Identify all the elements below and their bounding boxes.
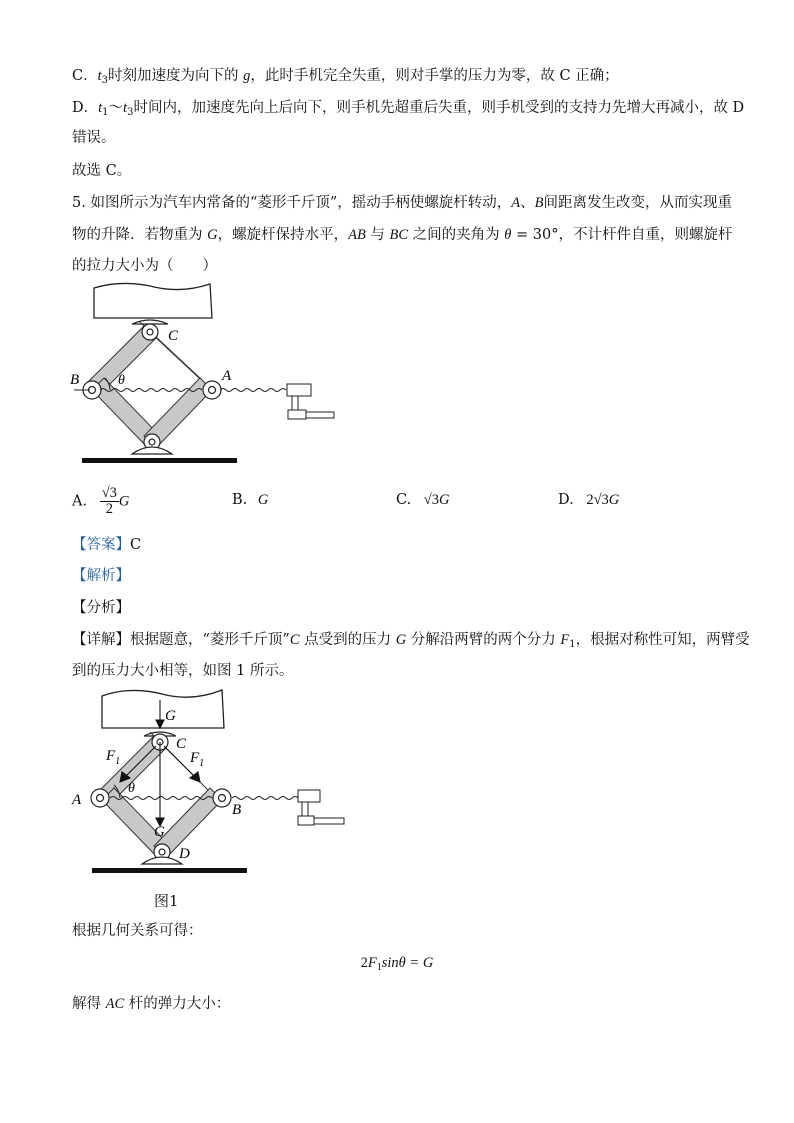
formula-sub: 1 [376, 962, 382, 973]
detail-a: 根据题意，“菱形千斤顶” [130, 632, 290, 648]
d-t1: t [98, 100, 103, 116]
q5-sep: 、 [520, 195, 535, 211]
fig1-label-a: A [222, 368, 232, 384]
option-c[interactable] [396, 486, 450, 514]
answer-value: C [130, 537, 142, 553]
detail-b: 点受到的压力 [299, 632, 396, 648]
question-5-line-2 [72, 225, 732, 245]
q5-theta: θ [504, 227, 512, 243]
fig2-label-theta: θ [128, 781, 135, 796]
force-diagram-figure [66, 686, 356, 911]
detail-G: G [395, 632, 407, 648]
q5-BC: BC [389, 227, 409, 243]
solve-a: 解得 [72, 996, 106, 1012]
fig2-label-f1-left: $F_1$ [106, 748, 121, 767]
formula-F: F [367, 955, 377, 971]
q5-l2e: = 30°，不计杆件自重，则螺旋杆 [511, 227, 733, 243]
c-prefix: C． [72, 68, 98, 84]
q5-l2c: 与 [365, 227, 390, 243]
fig2-label-f1-right: $F_1$ [190, 750, 205, 769]
solve-AC: AC [105, 996, 125, 1012]
q5-B: B [534, 195, 544, 211]
question-5-line-3 [72, 256, 217, 276]
q5-G: G [207, 227, 218, 243]
question-5-line-1 [72, 193, 732, 213]
option-d-explanation [72, 98, 744, 123]
q5-l2d: 之间的夹角为 [408, 227, 505, 243]
option-b-label: B. [232, 492, 248, 508]
option-a-G: G [118, 493, 130, 510]
option-d-label: D. [558, 492, 574, 508]
formula [0, 955, 794, 973]
fig2-label-d: D [179, 846, 190, 862]
d-t3: t [123, 100, 128, 116]
fig1-label-c: C [168, 328, 179, 344]
q5-l2a: 物的升降．若物重为 [72, 227, 208, 243]
option-a-label: A. [72, 493, 88, 510]
detail-F: F [560, 632, 570, 648]
d-text: 时间内，加速度先向上后向下，则手机先超重后失重，则手机受到的支持力先增大再减小，故 D [133, 100, 745, 116]
d-t1-sub: 1 [102, 107, 109, 118]
detail-C: C [289, 632, 300, 648]
option-d-explanation-cont [72, 128, 116, 148]
q5-l2b: ，螺旋杆保持水平， [217, 227, 349, 243]
q5-AB: AB [348, 227, 366, 243]
analysis-tag: 【解析】 [72, 568, 130, 584]
option-d-G: G [608, 492, 620, 508]
geometry-line [72, 921, 203, 941]
c-g: g [243, 68, 251, 84]
conclusion-text: 故选 C。 [72, 163, 132, 179]
option-a[interactable] [72, 485, 130, 517]
geom-text: 根据几何关系可得： [72, 923, 203, 939]
option-b-G: G [257, 492, 269, 508]
figure-1-caption: 图1 [154, 892, 179, 910]
scissor-jack-figure [60, 280, 350, 475]
fig2-label-g-top: G [165, 708, 176, 724]
detail-c: 分解沿两臂的两个分力 [406, 632, 561, 648]
c-text-a: 时刻加速度为向下的 [108, 68, 244, 84]
option-d-val: 2√3 [586, 492, 609, 508]
detail-l2: 到的压力大小相等，如图 1 所示。 [72, 663, 294, 679]
fenxi-line [72, 598, 130, 618]
d-t3-sub: 3 [127, 107, 134, 118]
d-prefix: D． [72, 100, 99, 116]
fenxi-tag: 【分析】 [72, 600, 130, 616]
detail-d: ，根据对称性可知，两臂受 [575, 632, 750, 648]
detail-F-sub: 1 [569, 639, 576, 650]
fig1-label-theta: θ [118, 373, 125, 388]
c-t3: t [97, 68, 102, 84]
answer-line [72, 535, 141, 555]
d-text2: 错误。 [72, 130, 116, 146]
c-t3-sub: 3 [101, 75, 109, 86]
formula-2: 2 [360, 955, 368, 971]
q5-A: A [511, 195, 521, 211]
option-c-G: G [439, 492, 450, 508]
option-a-num: √3 [101, 485, 117, 501]
q5-l3: 的拉力大小为（ ） [72, 258, 217, 274]
fig2-label-a: A [72, 792, 82, 808]
fig2-label-g-mid: G [154, 824, 165, 840]
detail-line-1 [72, 630, 750, 655]
option-c-label: C. [396, 492, 412, 508]
q5-c: 间距离发生改变，从而实现重 [543, 195, 732, 211]
fig2-label-b: B [232, 802, 242, 818]
option-c-explanation [72, 66, 619, 91]
detail-tag: 【详解】 [72, 632, 130, 648]
solve-line [72, 994, 230, 1014]
conclusion [72, 161, 131, 181]
fig1-label-b: B [70, 372, 80, 388]
c-text-b: ，此时手机完全失重，则对手掌的压力为零，故 C 正确； [250, 68, 619, 84]
detail-line-2 [72, 661, 293, 681]
answer-tag: 【答案】 [72, 537, 130, 553]
solve-b: 杆的弹力大小： [124, 996, 231, 1012]
option-b[interactable] [232, 486, 268, 514]
option-d[interactable] [558, 486, 619, 514]
analysis-line [72, 566, 130, 586]
fig2-label-c: C [176, 736, 187, 752]
d-tilde: ～ [108, 100, 124, 116]
q5-a: 5. 如图所示为汽车内常备的“菱形千斤顶”，摇动手柄使螺旋杆转动， [72, 195, 512, 211]
option-c-val: √3 [423, 492, 440, 508]
formula-rest: sinθ = G [381, 955, 434, 971]
option-a-den: 2 [105, 501, 113, 517]
